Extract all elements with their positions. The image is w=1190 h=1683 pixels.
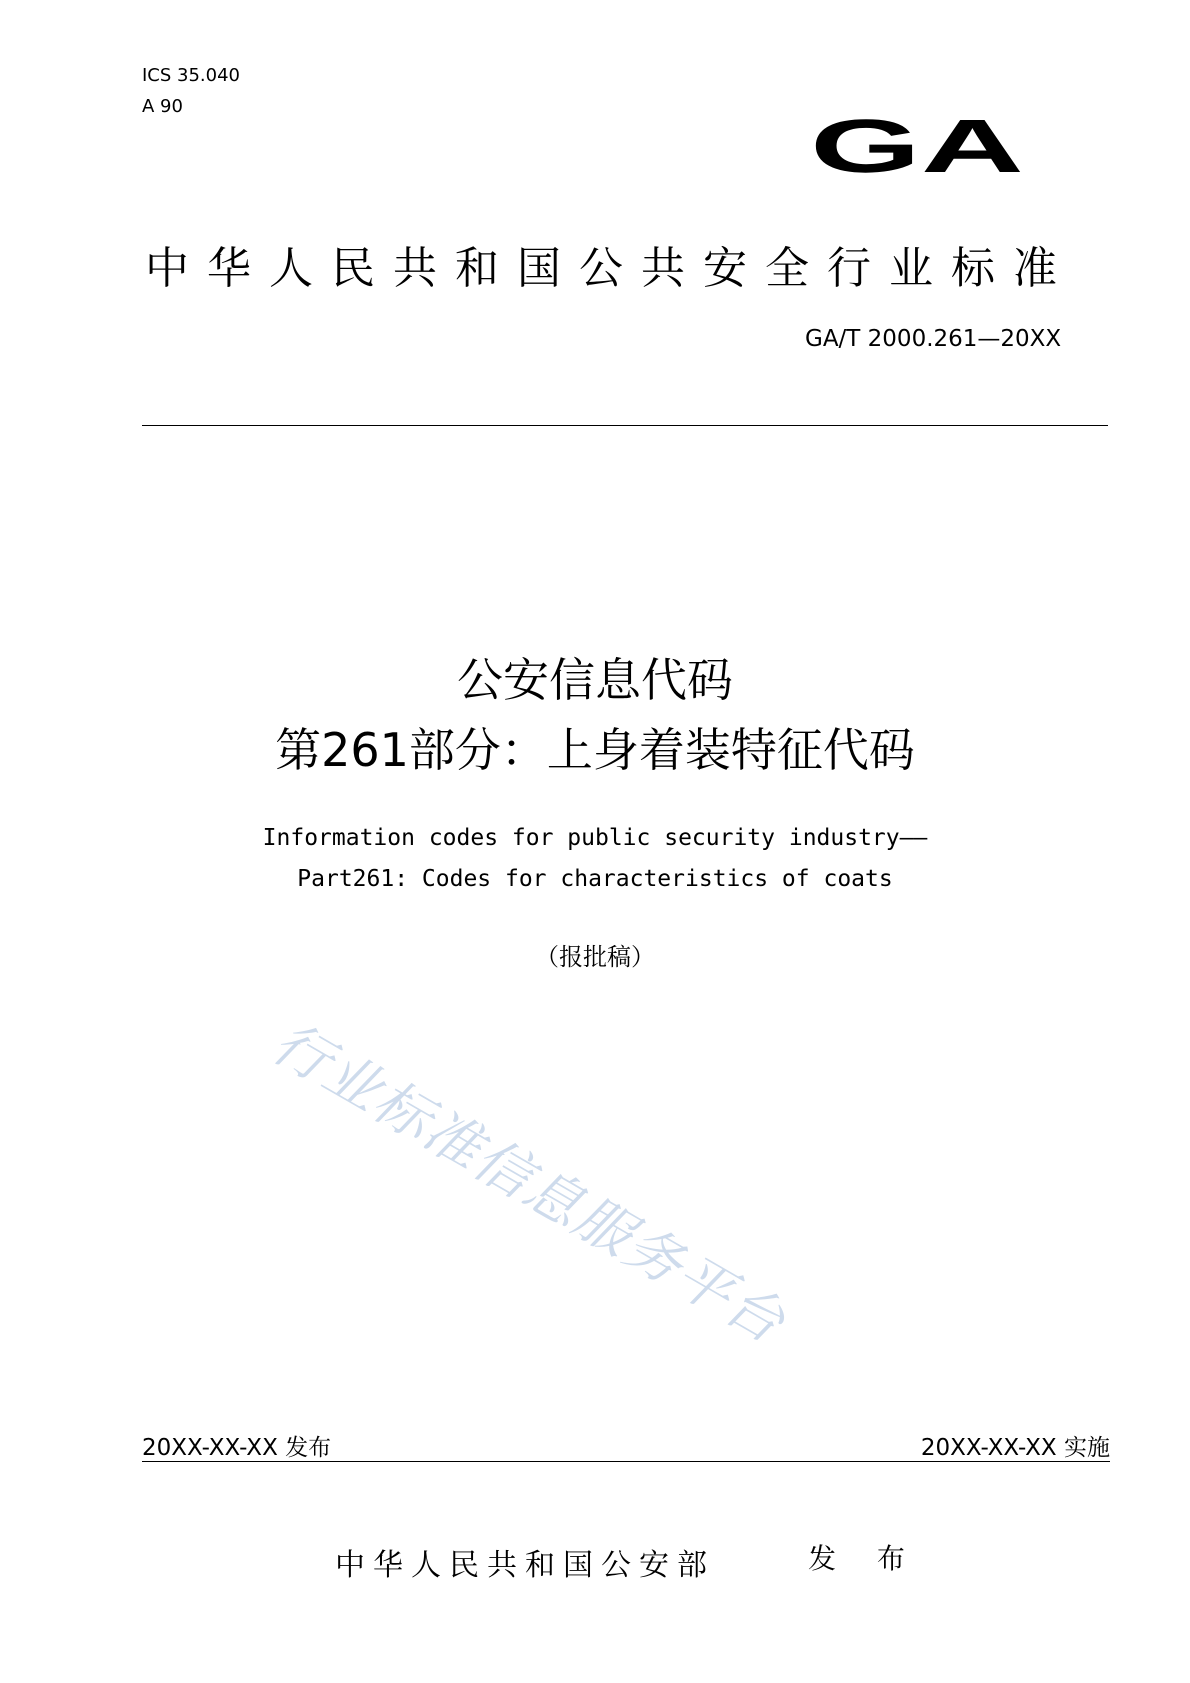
chinese-title-line2: 第261部分：上身着装特征代码 — [275, 723, 915, 777]
classification-codes — [142, 60, 240, 122]
english-title-line2: Part261: Codes for characteristics of coats — [297, 866, 893, 892]
english-title — [0, 818, 1190, 900]
ics-code: ICS 35.040 — [142, 65, 241, 86]
ga-logo — [810, 108, 1040, 184]
chinese-title-line1: 公安信息代码 — [457, 653, 733, 707]
implement-date: 20XX-XX-XX 实施 — [920, 1435, 1110, 1461]
issuing-authority: 中华人民共和国公安部 — [335, 1548, 715, 1583]
ccs-code: A 90 — [142, 96, 183, 117]
footer-divider — [142, 1461, 1110, 1462]
header-divider — [142, 425, 1108, 426]
watermark: 行业标准信息服务平台 — [261, 1010, 797, 1357]
issue-label: 发 布 — [808, 1542, 921, 1575]
english-title-line1: Information codes for public security industry—— — [262, 825, 928, 851]
standard-code: GA/T 2000.261—20XX — [805, 326, 1062, 352]
publish-date: 20XX-XX-XX 发布 — [142, 1435, 332, 1461]
ga-logo-graphic — [810, 108, 1040, 180]
ga-logo-text: GA — [810, 108, 1024, 180]
standard-category-title: 中华人民共和国公共安全行业标准 — [145, 243, 1075, 294]
chinese-title — [0, 645, 1190, 785]
draft-status: （报批稿） — [535, 943, 655, 971]
